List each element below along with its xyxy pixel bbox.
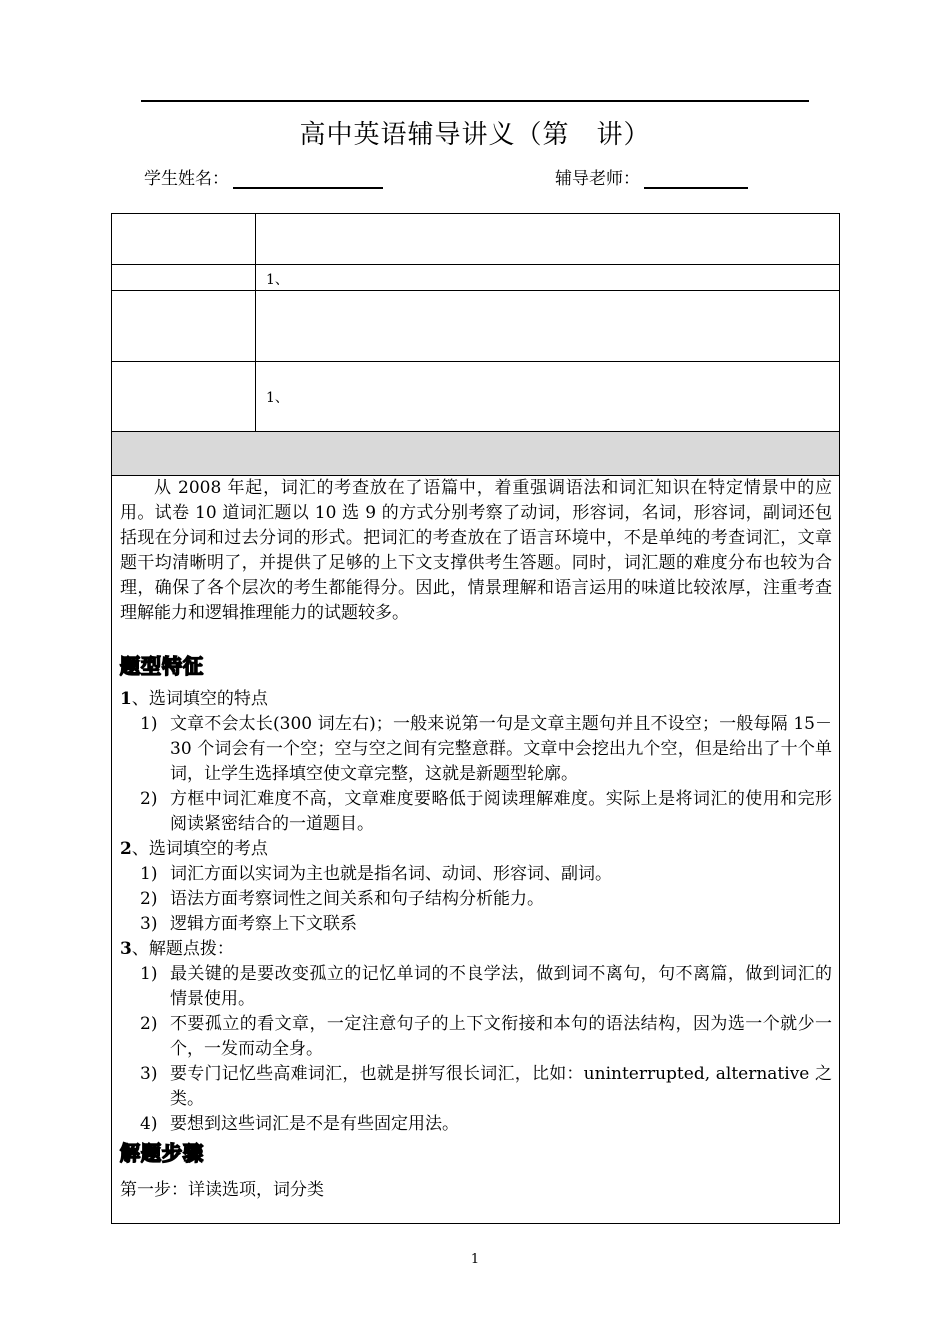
table-column-divider xyxy=(255,214,256,432)
table-row-2 xyxy=(112,265,839,291)
page-title: 高中英语辅导讲义（第 讲） xyxy=(299,120,651,150)
top-rule xyxy=(141,100,809,102)
table-row-4-text: 1、 xyxy=(266,390,289,406)
teacher-field xyxy=(555,164,748,189)
list-item: 1) 文章不会太长(300 词左右)；一般来说第一句是文章主题句并且不设空；一般每隔 15－30 个词会有一个空；空与空之间有完整意群。文章中会挖出九个空，但是给出了十个单词，让学生选择填空使文章完整，这就是新题型轮廓。 xyxy=(140,714,832,784)
lesson-table xyxy=(111,213,840,1224)
group-3-title: 3、解题点拨： xyxy=(120,939,234,959)
teacher-blank xyxy=(644,165,748,189)
group-1-title: 1、选词填空的特点 xyxy=(120,689,268,709)
list-item: 2) 语法方面考察词性之间关系和句子结构分析能力。 xyxy=(140,889,544,909)
section-heading-features: 题型特征 xyxy=(120,654,204,678)
section-heading-steps: 解题步骤 xyxy=(120,1141,204,1165)
student-name-field xyxy=(144,164,383,189)
table-row-1 xyxy=(112,214,839,265)
student-name-blank xyxy=(233,165,383,189)
table-row-2-text: 1、 xyxy=(266,272,289,288)
step-1-text: 第一步：详读选项，词分类 xyxy=(120,1180,324,1200)
list-item: 2) 不要孤立的看文章，一定注意句子的上下文衔接和本句的语法结构，因为选一个就少一个，一发而动全身。 xyxy=(140,1014,832,1059)
intro-paragraph: 从 2008 年起，词汇的考查放在了语篇中，着重强调语法和词汇知识在特定情景中的应用。试卷 10 道词汇题以 10 选 9 的方式分别考察了动词，形容词，名词，形容词，副词还包括现在分词和过去分词的形式。把词汇的考查放在了语言环境中，不是单纯的考查词汇，文章题干均清晰明了，并提供了足够的上下文支撑供考生答题。同时，词汇题的难度分布也较为合理，确保了各个层次的考生都能得分。因此，情景理解和语言运用的味道比较浓厚，注重考查理解能力和逻辑推理能力的试题较多。 xyxy=(120,478,832,623)
list-item: 1) 最关键的是要改变孤立的记忆单词的不良学法，做到词不离句，句不离篇，做到词汇的情景使用。 xyxy=(140,964,832,1009)
list-item: 3) 逻辑方面考察上下文联系 xyxy=(140,914,357,934)
group-2-title: 2、选词填空的考点 xyxy=(120,839,268,859)
list-item: 4) 要想到这些词汇是不是有些固定用法。 xyxy=(140,1114,459,1134)
page-number: 1 xyxy=(470,1252,480,1267)
student-name-label: 学生姓名： xyxy=(144,169,229,189)
list-item: 1) 词汇方面以实词为主也就是指名词、动词、形容词、副词。 xyxy=(140,864,612,884)
list-item: 3) 要专门记忆些高难词汇，也就是拼写很长词汇，比如：uninterrupted, alternative 之类。 xyxy=(140,1064,832,1109)
table-row-3 xyxy=(112,291,839,362)
lesson-content xyxy=(120,476,832,1203)
list-item: 2) 方框中词汇难度不高，文章难度要略低于阅读理解难度。实际上是将词汇的使用和完形阅读紧密结合的一道题目。 xyxy=(140,789,832,834)
table-shaded-row xyxy=(112,432,839,476)
table-row-4 xyxy=(112,362,839,432)
teacher-label: 辅导老师： xyxy=(555,169,640,189)
